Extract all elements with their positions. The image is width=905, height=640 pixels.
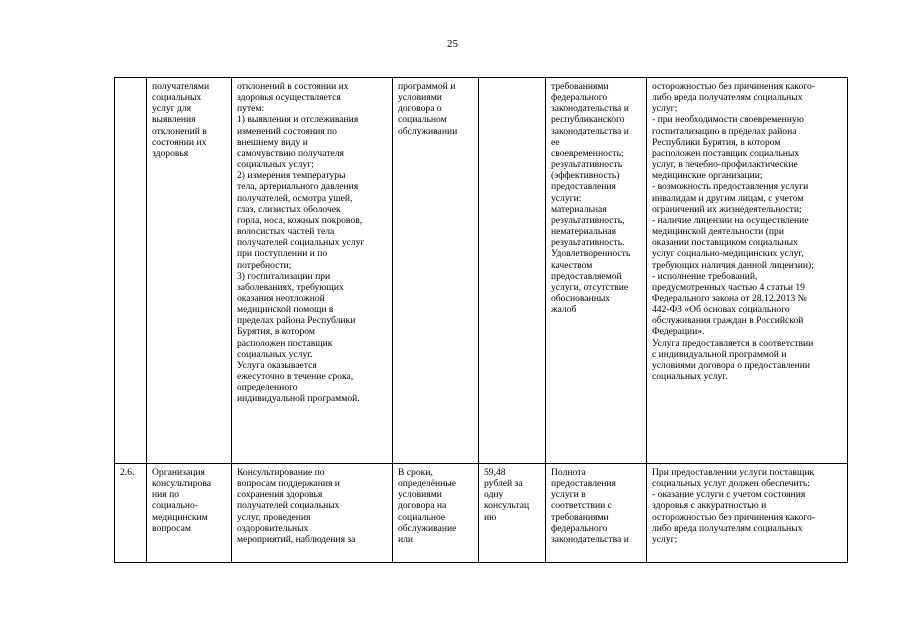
cell-text-line: получателей, осмотра ушей, [237, 192, 353, 204]
cell-text-line: расположен поставщик социальных [652, 147, 800, 159]
cell-text-line: нематериальная [551, 226, 617, 238]
cell-text-line: договора на [398, 500, 447, 512]
page-number: 25 [447, 38, 458, 50]
cell-text-line: требующих наличия данной лицензии); [652, 259, 814, 271]
cell-text-line: оказании поставщиком социальных [652, 237, 798, 249]
cell-text-line: или [398, 533, 414, 545]
cell-text-line: глаз, слизистых оболочек [237, 203, 341, 215]
cell-text-line: предоставления [551, 181, 616, 193]
cell-text-line: соответствии с [551, 500, 612, 512]
cell-text-line: Федерации». [652, 326, 705, 338]
cell-text-line: Федерального закона от 28.12.2013 № [652, 292, 807, 304]
cell-text-line: ее [551, 136, 560, 148]
cell-text-line: потребности; [237, 259, 292, 271]
cell-text-line: законодательства и [551, 125, 629, 137]
cell-service-terms [393, 78, 479, 464]
cell-text-line: услуги, отсутствие [551, 281, 629, 293]
cell-text-line: результативность [551, 159, 623, 171]
cell-delivery-conditions [647, 78, 848, 464]
cell-text-line: одну [484, 489, 504, 501]
cell-text-line: рублей за [484, 478, 523, 490]
cell-text-line: предоставляемой [551, 270, 622, 282]
cell-text-line: материальная [551, 203, 607, 215]
cell-text-line: социальных услуг должен обеспечить: [652, 478, 810, 490]
cell-text-line: либо вреда получателям социальных [652, 522, 803, 534]
cell-text-line: законодательства и [551, 103, 629, 115]
cell-text-line: отклонений в [152, 125, 207, 137]
cell-quality-indicators [546, 78, 647, 464]
cell-text-line: (эффективность) [551, 170, 620, 182]
cell-text-line: обслуживании [398, 125, 458, 137]
cell-text-line: отклонений в состоянии их [237, 81, 349, 92]
cell-text-line: При предоставлении услуги поставщик [652, 467, 815, 478]
cell-text-line: ию [484, 511, 497, 523]
cell-text-line: либо вреда получателям социальных [652, 92, 803, 104]
cell-text-line: осторожностью без причинения какого- [652, 81, 815, 92]
cell-text-line: обслуживание [398, 522, 457, 534]
cell-text-line: предоставления [551, 478, 616, 490]
cell-text-line: медицинским [152, 511, 208, 523]
cell-text-line: путем: [237, 103, 265, 115]
cell-text-line: качеством [551, 259, 593, 271]
cell-text-line: тела, артериального давления [237, 181, 359, 193]
cell-text-line: услуг социально-медицинских услуг, [652, 248, 804, 260]
cell-text-line: оздоровительных [237, 522, 309, 534]
cell-text-line: получателей социальных [237, 500, 340, 512]
cell-text-line: расположен поставщик [237, 337, 333, 349]
cell-text-line: ния по [152, 489, 180, 501]
cell-text-line: федерального [551, 92, 608, 104]
cell-text-line: 442-ФЗ «Об основах социального [652, 304, 790, 316]
cell-text-line: - оказание услуги с учетом состояния [652, 489, 806, 501]
cell-text-line: консультирова [152, 478, 211, 490]
cell-delivery-conditions [647, 464, 848, 563]
cell-text-line: внешнему виду и [237, 136, 308, 148]
cell-text-line: медицинской деятельности (при [652, 226, 784, 238]
cell-text-line: условиями [398, 489, 442, 501]
cell-text-line: услуг; [652, 533, 678, 545]
cell-text-line: социальных услуг. [237, 348, 313, 360]
cell-text-line: консультац [484, 500, 530, 512]
cell-text-line: услуг для [152, 103, 192, 115]
cell-text-line: здоровья осуществляется [237, 92, 341, 104]
cell-text-line: В сроки, [398, 467, 433, 478]
cell-text-line: при поступлении и по [237, 248, 328, 260]
cell-text-line: договора о [398, 103, 442, 115]
cell-tariff [479, 464, 546, 563]
cell-text-line: - наличие лицензии на осуществление [652, 214, 809, 226]
cell-text-line: 2.6. [120, 467, 135, 478]
cell-text-line: социальных услуг. [652, 371, 728, 383]
cell-text-line: получателей социальных услуг [237, 237, 365, 249]
cell-text-line: госпитализацию в пределах района [652, 125, 797, 137]
cell-number [115, 78, 147, 464]
cell-text-line: услуги в [551, 489, 586, 501]
cell-service-name [147, 464, 232, 563]
cell-text-line: Бурятия, в котором [237, 326, 315, 338]
cell-text-line: осторожностью без причинения какого- [652, 511, 815, 523]
cell-text-line: Организация [152, 467, 205, 478]
cell-service-name [147, 78, 232, 464]
cell-text-line: Услуга оказывается [237, 359, 317, 371]
cell-text-line: - исполнение требований, [652, 270, 758, 282]
cell-text-line: горла, носа, кожных покровов, [237, 214, 363, 226]
cell-text-line: выявления [152, 114, 196, 126]
cell-text-line: пределах района Республики [237, 315, 356, 327]
cell-service-description [232, 78, 393, 464]
cell-text-line: 3) госпитализации при [237, 270, 331, 282]
cell-text-line: социальных [152, 92, 202, 104]
cell-text-line: требованиями [551, 511, 609, 523]
cell-text-line: изменений состояния по [237, 125, 337, 137]
cell-text-line: Полнота [551, 467, 586, 478]
cell-text-line: с индивидуальной программой и [652, 348, 787, 360]
cell-number [115, 464, 147, 563]
cell-text-line: обслуживания граждан в Российской [652, 315, 804, 327]
cell-text-line: Консультирование по [237, 467, 325, 478]
cell-text-line: оказания неотложной [237, 292, 325, 304]
cell-tariff [479, 78, 546, 464]
cell-text-line: здоровья с аккуратностью и [652, 500, 767, 512]
cell-text-line: - при необходимости своевременную [652, 114, 804, 126]
cell-text-line: здоровья [152, 147, 189, 159]
cell-text-line: Республики Бурятия, в котором [652, 136, 781, 148]
table-row [115, 464, 848, 563]
cell-text-line: федерального [551, 522, 608, 534]
cell-service-description [232, 464, 393, 563]
cell-text-line: условиями договора о предоставлении [652, 359, 811, 371]
cell-text-line: услуг, проведения [237, 511, 311, 523]
table-row [115, 78, 848, 464]
cell-text-line: республиканского [551, 114, 625, 126]
cell-text-line: Услуга предоставляется в соответствии [652, 337, 814, 349]
cell-text-line: ежесуточно в течение срока, [237, 371, 354, 383]
cell-text-line: медицинской помощи в [237, 304, 334, 316]
cell-text-line: заболеваниях, требующих [237, 281, 344, 293]
cell-text-line: услуг; [652, 103, 678, 115]
cell-text-line: самочувствию получателя [237, 147, 344, 159]
cell-text-line: мероприятий, наблюдения за [237, 533, 356, 545]
cell-text-line: состоянии их [152, 136, 207, 148]
cell-text-line: получателями [152, 81, 210, 92]
cell-text-line: услуг, в лечебно-профилактические [652, 159, 798, 171]
cell-text-line: результативность, [551, 214, 625, 226]
cell-text-line: обоснованных [551, 292, 611, 304]
cell-text-line: медицинские организации; [652, 170, 763, 182]
cell-text-line: определенного [237, 382, 298, 394]
cell-text-line: вопросам поддержания и [237, 478, 340, 490]
cell-text-line: социальное [398, 511, 446, 523]
cell-text-line: требованиями [551, 81, 609, 92]
cell-text-line: услуги: [551, 192, 582, 204]
cell-text-line: своевременность; [551, 147, 624, 159]
cell-text-line: инвалидам и другим лицам, с учетом [652, 192, 804, 204]
cell-text-line: 2) измерения температуры [237, 170, 346, 182]
cell-text-line: - возможность предоставления услуги [652, 181, 809, 193]
cell-text-line: волосистых частей тела [237, 226, 335, 238]
cell-text-line: индивидуальной программой. [237, 393, 360, 405]
services-table [114, 77, 848, 563]
cell-service-terms [393, 464, 479, 563]
cell-text-line: вопросам [152, 522, 191, 534]
cell-text-line: определённые [398, 478, 457, 490]
cell-text-line: законодательства и [551, 533, 629, 545]
cell-text-line: предусмотренных частью 4 статьи 19 [652, 281, 805, 293]
cell-quality-indicators [546, 464, 647, 563]
cell-text-line: 1) выявления и отслеживания [237, 114, 359, 126]
cell-text-line: программой и [398, 81, 456, 92]
cell-text-line: 59,48 [484, 467, 506, 478]
cell-text-line: сохранения здоровья [237, 489, 323, 501]
cell-text-line: жалоб [551, 304, 577, 316]
cell-text-line: Удовлетворенность [551, 248, 631, 260]
cell-text-line: социальном [398, 114, 447, 126]
cell-text-line: социальных услуг; [237, 159, 314, 171]
cell-text-line: результативность. [551, 237, 625, 249]
cell-text-line: условиями [398, 92, 442, 104]
cell-text-line: ограничений их жизнедеятельности; [652, 203, 802, 215]
cell-text-line: социально- [152, 500, 198, 512]
